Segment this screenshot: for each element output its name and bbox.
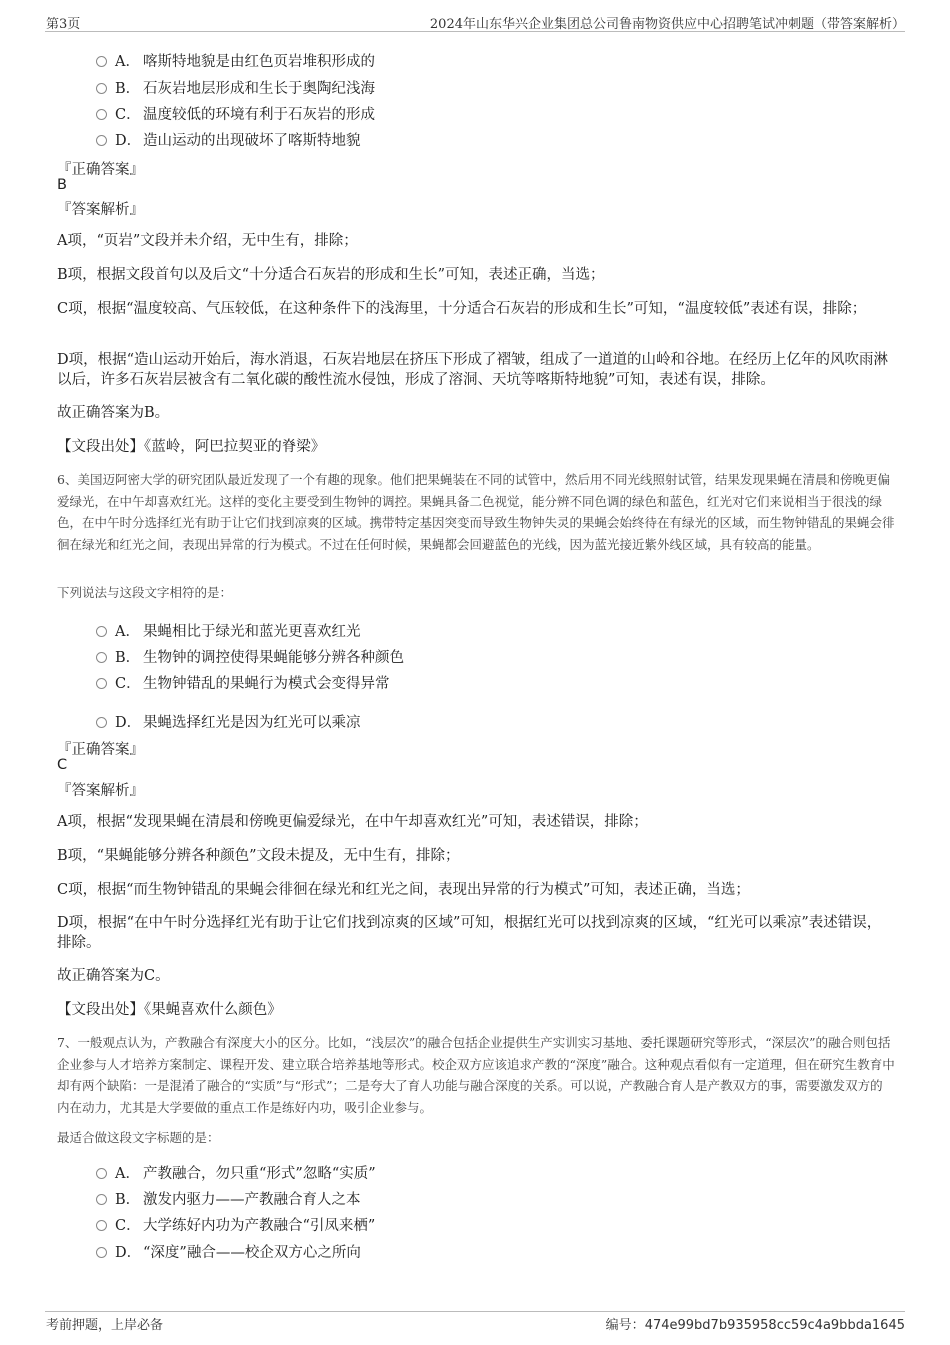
radio-icon[interactable] bbox=[96, 678, 107, 689]
q6-option-d[interactable]: D． 果蝇选择红光是因为红光可以乘凉 bbox=[96, 711, 361, 731]
header-divider bbox=[45, 31, 905, 32]
page-header bbox=[0, 0, 950, 32]
q7-option-b[interactable]: B． 激发内驱力——产教融合育人之本 bbox=[96, 1188, 361, 1208]
q7-passage: 7、一般观点认为，产教融合有深度大小的区分。比如，“浅层次”的融合包括企业提供生产实训实习基地、委托课题研究等形式，“深层次”的融合则包括企业参与人才培养方案制定、课程开发、建立联合培养基地等形式。校企双方应该追求产教的“深度”融合。这种观点看似有一定道理，但在研究生教育中却有两个缺陷：一是混淆了融合的“实质”与“形式”；二是夸大了育人功能与融合深度的关系。可以说，产教融合育人是产教双方的事，需要激发双方的内在动力，尤其是大学要做的重点工作是练好内功，吸引企业参与。 bbox=[57, 1035, 895, 1115]
footer-slogan: 考前押题，上岸必备 bbox=[46, 1318, 164, 1333]
footer-code bbox=[606, 1314, 905, 1333]
radio-icon[interactable] bbox=[96, 1194, 107, 1205]
q5-answer-heading: 『正确答案』 bbox=[57, 162, 144, 178]
radio-icon[interactable] bbox=[96, 109, 107, 120]
q6-analysis-b: B项，“果蝇能够分辨各种颜色”文段未提及，无中生有，排除； bbox=[57, 848, 460, 864]
radio-icon[interactable] bbox=[96, 652, 107, 663]
q6-answer: C bbox=[57, 757, 68, 773]
q6-analysis-heading: 『答案解析』 bbox=[57, 783, 144, 799]
footer-code-value: 474e99bd7b935958cc59c4a9bbda1645 bbox=[644, 1318, 905, 1333]
footer-code-label: 编号： bbox=[605, 1318, 645, 1333]
q5-analysis-b: B项，根据文段首句以及后文“十分适合石灰岩的形成和生长”可知，表述正确，当选； bbox=[57, 267, 605, 283]
radio-icon[interactable] bbox=[96, 1220, 107, 1231]
radio-icon[interactable] bbox=[96, 83, 107, 94]
radio-icon[interactable] bbox=[96, 1247, 107, 1258]
radio-icon[interactable] bbox=[96, 717, 107, 728]
q5-analysis-a: A项，“页岩”文段并未介绍，无中生有，排除； bbox=[57, 233, 358, 249]
q6-conclusion: 故正确答案为C。 bbox=[57, 968, 170, 984]
q6-passage: 6、美国迈阿密大学的研究团队最近发现了一个有趣的现象。他们把果蝇装在不同的试管中，然后用不同光线照射试管，结果发现果蝇在清晨和傍晚更偏爱绿光，在中午却喜欢红光。这样的变化主要受到生物钟的调控。果蝇具备二色视觉，能分辨不同色调的绿色和蓝色，红光对它们来说相当于很浅的绿色，在中午时分选择红光有助于让它们找到凉爽的区域。携带特定基因突变而导致生物钟失灵的果蝇会始终待在有绿光的区域，而生物钟错乱的果蝇会徘徊在绿光和红光之间，表现出异常的行为模式。不过在任何时候，果蝇都会回避蓝色的光线，因为蓝光接近紫外线区域，具有较高的能量。 bbox=[57, 472, 895, 552]
q6-source: 【文段出处】《果蝇喜欢什么颜色》 bbox=[57, 1002, 282, 1018]
radio-icon[interactable] bbox=[96, 135, 107, 146]
q5-option-c[interactable]: C． 温度较低的环境有利于石灰岩的形成 bbox=[96, 103, 375, 123]
radio-icon[interactable] bbox=[96, 56, 107, 67]
q5-answer: B bbox=[57, 177, 67, 193]
q6-prompt: 下列说法与这段文字相符的是： bbox=[57, 585, 233, 600]
q7-option-c[interactable]: C． 大学练好内功为产教融合“引凤来栖” bbox=[96, 1214, 375, 1234]
q5-option-b[interactable]: B． 石灰岩地层形成和生长于奥陶纪浅海 bbox=[96, 77, 375, 97]
q5-analysis-c: C项，根据“温度较高、气压较低，在这种条件下的浅海里，十分适合石灰岩的形成和生长”可知，“温度较低”表述有误，排除； bbox=[57, 301, 867, 317]
radio-icon[interactable] bbox=[96, 1168, 107, 1179]
page-number: 第3页 bbox=[46, 17, 81, 32]
document-title: 2024年山东华兴企业集团总公司鲁南物资供应中心招聘笔试冲刺题（带答案解析） bbox=[429, 17, 905, 32]
q7-option-a[interactable]: A． 产教融合，勿只重“形式”忽略“实质” bbox=[96, 1162, 376, 1182]
q5-option-a[interactable]: A． 喀斯特地貌是由红色页岩堆积形成的 bbox=[96, 50, 375, 70]
q5-analysis-d: D项，根据“造山运动开始后，海水消退，石灰岩地层在挤压下形成了褶皱，组成了一道道的山岭和谷地。在经历上亿年的风吹雨淋以后，许多石灰岩层被含有二氧化碳的酸性流水侵蚀，形成了溶洞、天坑等喀斯特地貌”可知，表述有误，排除。 bbox=[57, 352, 889, 388]
footer-divider bbox=[45, 1311, 905, 1312]
q6-analysis-a: A项，根据“发现果蝇在清晨和傍晚更偏爱绿光，在中午却喜欢红光”可知，表述错误，排除； bbox=[57, 814, 648, 830]
q6-answer-heading: 『正确答案』 bbox=[57, 742, 144, 758]
q6-option-c[interactable]: C． 生物钟错乱的果蝇行为模式会变得异常 bbox=[96, 672, 390, 692]
q5-conclusion: 故正确答案为B。 bbox=[57, 405, 170, 421]
radio-icon[interactable] bbox=[96, 626, 107, 637]
q6-option-a[interactable]: A． 果蝇相比于绿光和蓝光更喜欢红光 bbox=[96, 620, 361, 640]
q6-analysis-c: C项，根据“而生物钟错乱的果蝇会徘徊在绿光和红光之间，表现出异常的行为模式”可知，表述正确，当选； bbox=[57, 882, 750, 898]
q5-analysis-heading: 『答案解析』 bbox=[57, 202, 144, 218]
q7-option-d[interactable]: D． “深度”融合——校企双方心之所向 bbox=[96, 1241, 361, 1261]
q5-option-d[interactable]: D． 造山运动的出现破坏了喀斯特地貌 bbox=[96, 129, 361, 149]
q6-option-b[interactable]: B． 生物钟的调控使得果蝇能够分辨各种颜色 bbox=[96, 646, 404, 666]
q6-analysis-d: D项，根据“在中午时分选择红光有助于让它们找到凉爽的区域”可知，根据红光可以找到凉爽的区域，“红光可以乘凉”表述错误，排除。 bbox=[57, 915, 882, 951]
q5-source: 【文段出处】《蓝岭，阿巴拉契亚的脊梁》 bbox=[57, 439, 326, 455]
q7-prompt: 最适合做这段文字标题的是： bbox=[57, 1130, 220, 1145]
